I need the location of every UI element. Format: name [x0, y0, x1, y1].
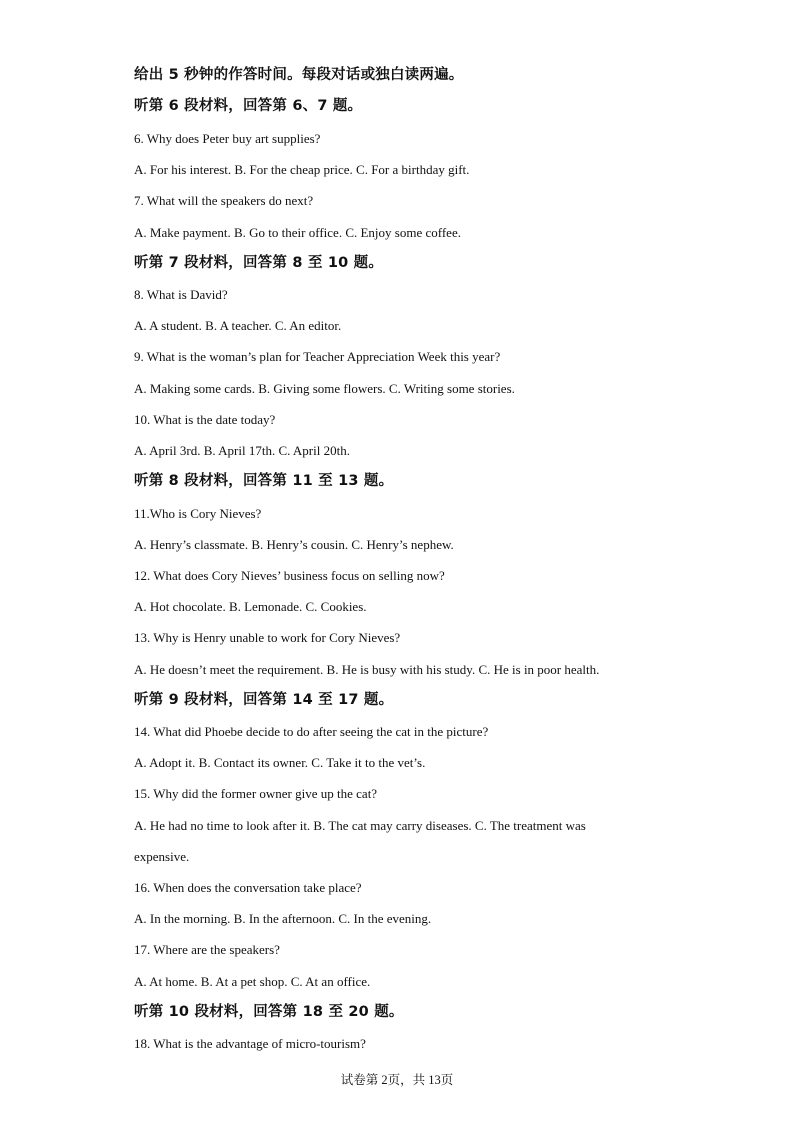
answer-options: A. A student. B. A teacher. C. An editor.	[134, 318, 342, 333]
section-heading: 听第 8 段材料，回答第 11 至 13 题。	[134, 473, 394, 489]
question-text: 8. What is David?	[134, 287, 228, 302]
section-heading: 听第 9 段材料，回答第 14 至 17 题。	[134, 692, 394, 708]
answer-options: A. He doesn’t meet the requirement. B. He is busy with his study. C. He is in poor health.	[134, 662, 600, 677]
answer-options: A. For his interest. B. For the cheap price. C. For a birthday gift.	[134, 162, 470, 177]
question-text: 16. When does the conversation take place?	[134, 880, 362, 895]
answer-options: A. Hot chocolate. B. Lemonade. C. Cookies.	[134, 599, 367, 614]
answer-options: A. April 3rd. B. April 17th. C. April 20th.	[134, 443, 350, 458]
question-text: 17. Where are the speakers?	[134, 942, 280, 957]
question-text: 15. Why did the former owner give up the cat?	[134, 786, 378, 801]
answer-options: A. Adopt it. B. Contact its owner. C. Take it to the vet’s.	[134, 755, 426, 770]
question-text: 7. What will the speakers do next?	[134, 193, 314, 208]
answer-options: A. In the morning. B. In the afternoon. C. In the evening.	[134, 911, 432, 926]
section-instruction: 给出 5 秒钟的作答时间。每段对话或独白读两遍。	[134, 67, 464, 83]
answer-options: A. Make payment. B. Go to their office. C. Enjoy some coffee.	[134, 225, 461, 240]
section-heading: 听第 7 段材料，回答第 8 至 10 题。	[134, 255, 384, 271]
question-text: 11.Who is Cory Nieves?	[134, 506, 262, 521]
question-text: 13. Why is Henry unable to work for Cory Nieves?	[134, 630, 401, 645]
section-heading: 听第 6 段材料，回答第 6、7 题。	[134, 98, 363, 114]
answer-options: A. Henry’s classmate. B. Henry’s cousin. C. Henry’s nephew.	[134, 537, 454, 552]
answer-options: A. He had no time to look after it. B. The cat may carry diseases. C. The treatment was	[134, 818, 586, 833]
section-heading: 听第 10 段材料，回答第 18 至 20 题。	[134, 1004, 404, 1020]
answer-options: A. At home. B. At a pet shop. C. At an office.	[134, 974, 371, 989]
question-text: 14. What did Phoebe decide to do after seeing the cat in the picture?	[134, 724, 489, 739]
question-text: 10. What is the date today?	[134, 412, 276, 427]
question-text: 9. What is the woman’s plan for Teacher Appreciation Week this year?	[134, 349, 501, 364]
question-text: 12. What does Cory Nieves’ business focus on selling now?	[134, 568, 445, 583]
question-text: 18. What is the advantage of micro-tourism?	[134, 1036, 366, 1051]
page-footer: 试卷第 2页，共 13页	[340, 1073, 454, 1087]
question-text: 6. Why does Peter buy art supplies?	[134, 131, 321, 146]
answer-options-continued: expensive.	[134, 849, 190, 864]
answer-options: A. Making some cards. B. Giving some flowers. C. Writing some stories.	[134, 381, 515, 396]
